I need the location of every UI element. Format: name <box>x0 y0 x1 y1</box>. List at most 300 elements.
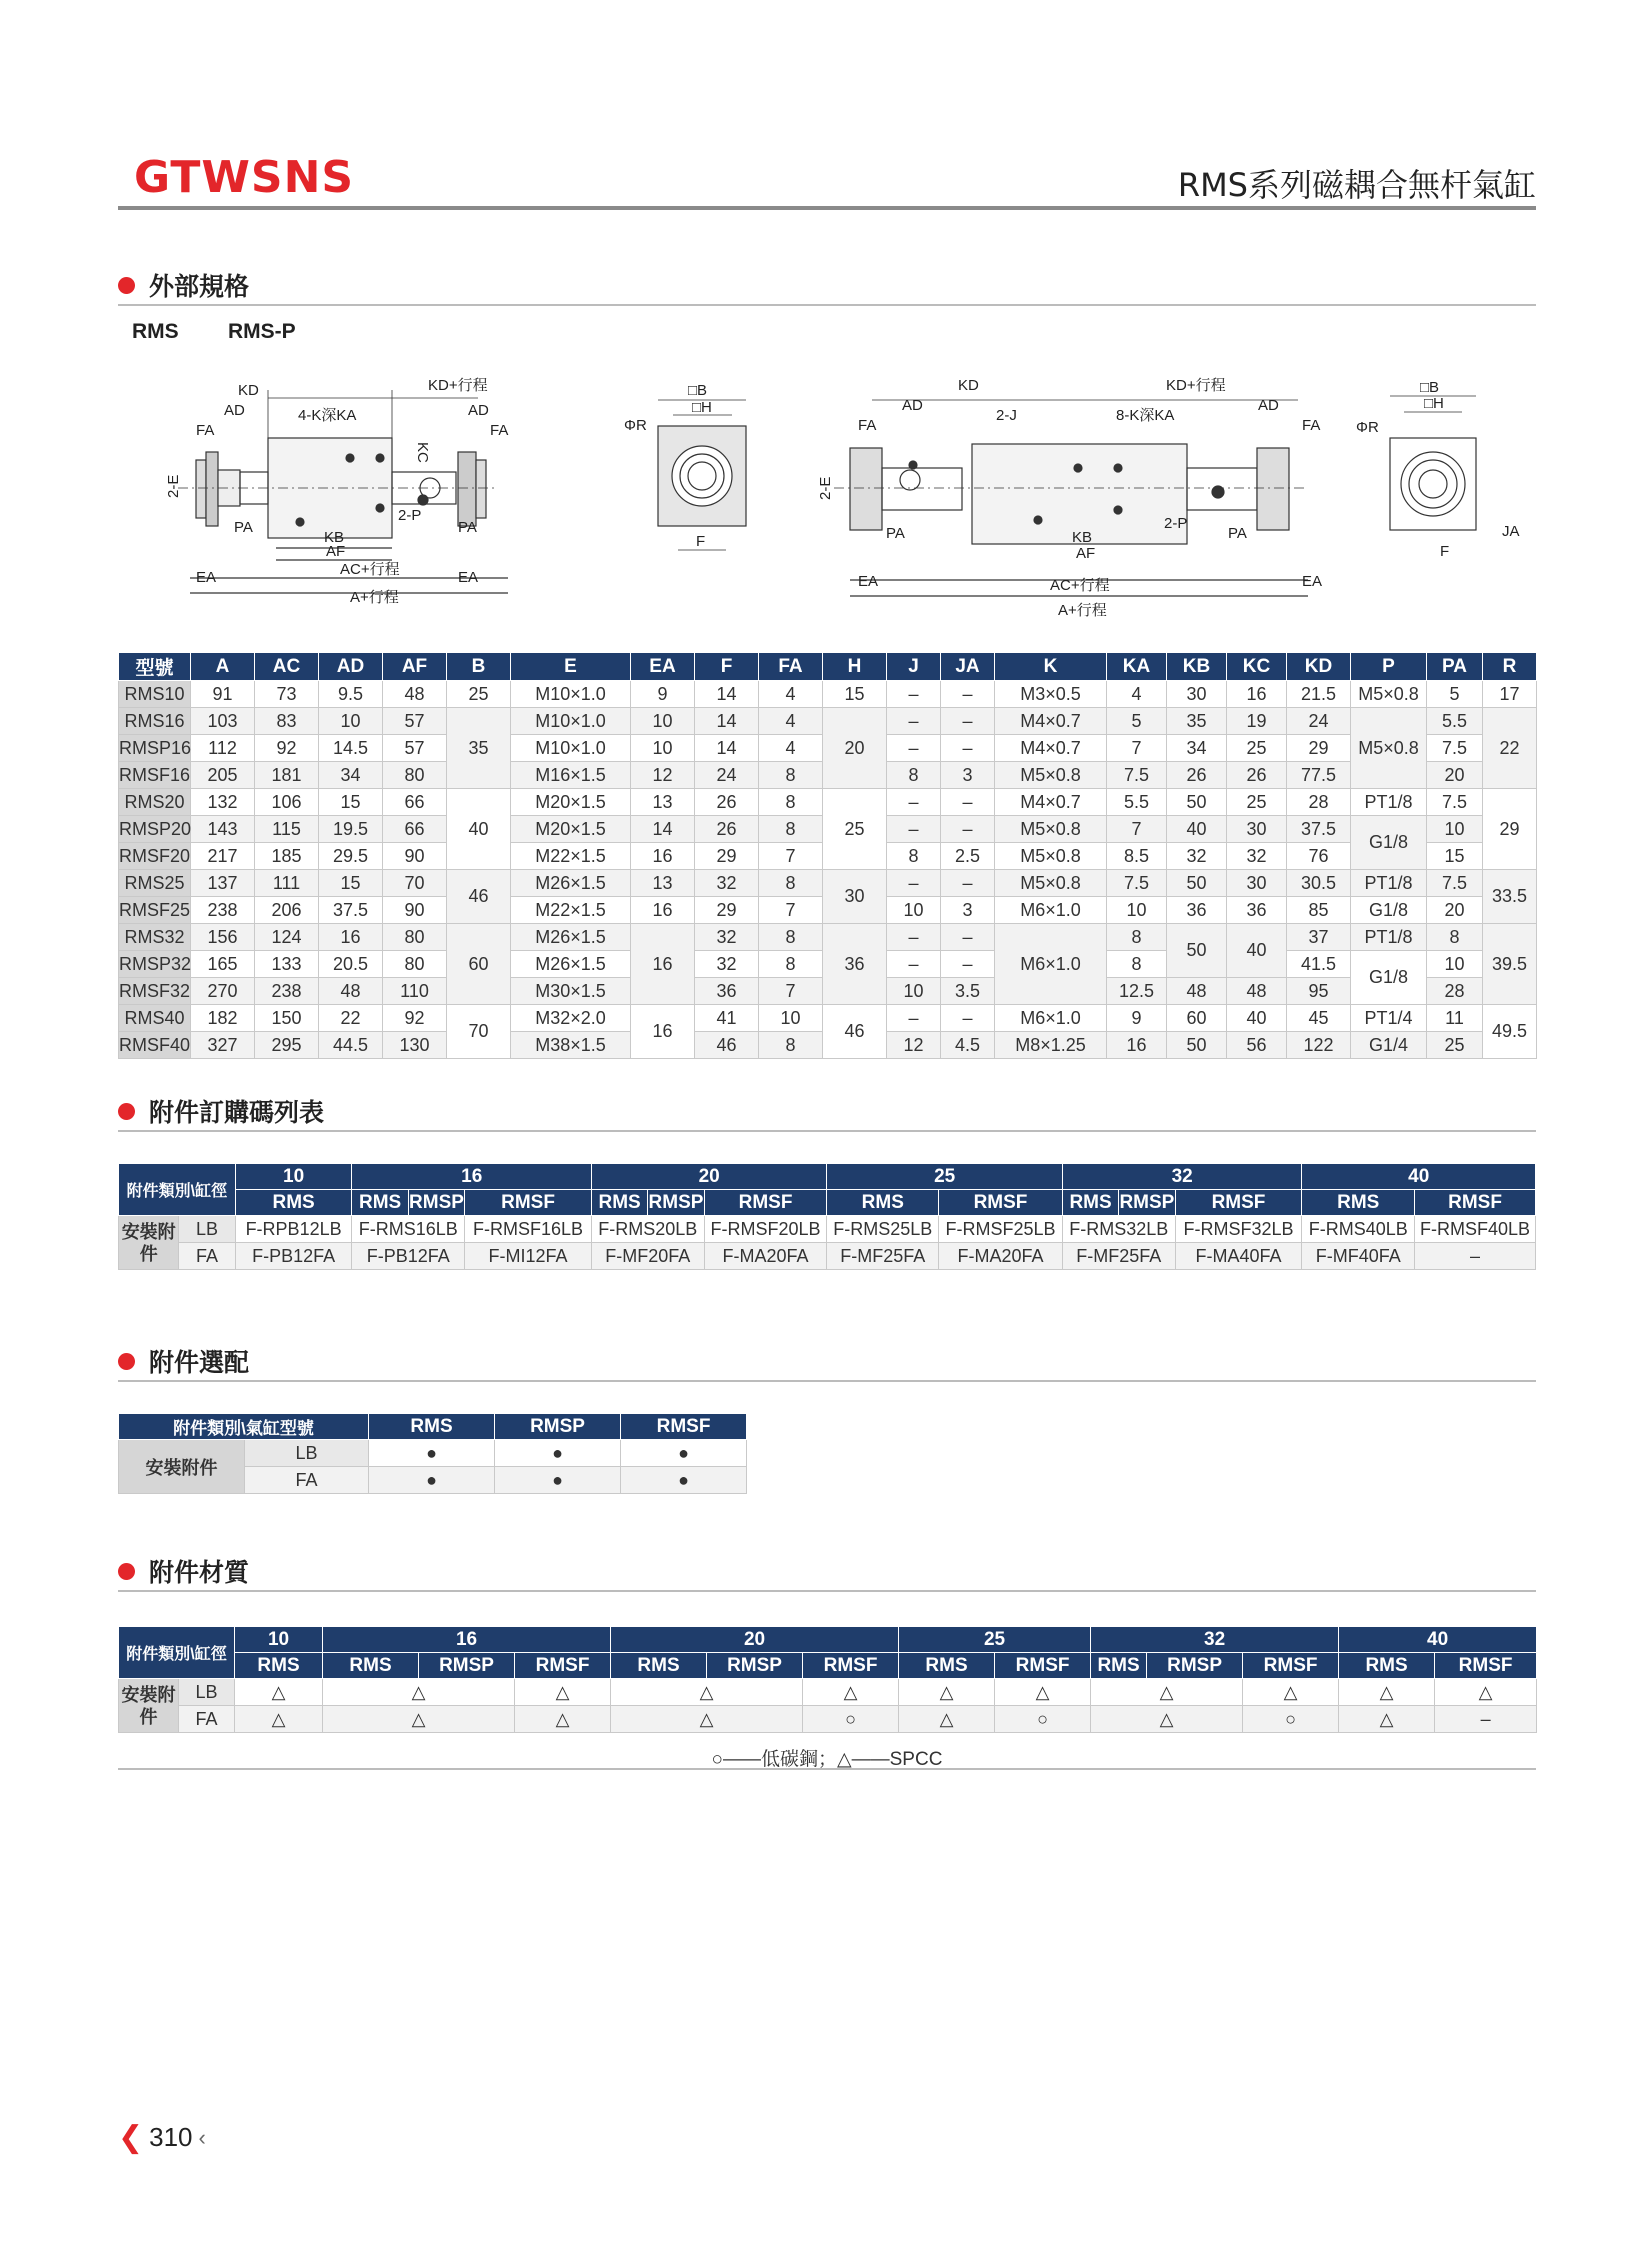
table-cell: 32 <box>1167 843 1227 870</box>
table-cell: 181 <box>255 762 319 789</box>
model-cell: RMS25 <box>119 870 191 897</box>
section-material-heading <box>118 1552 1536 1592</box>
table-cell: 3 <box>941 897 995 924</box>
svg-text:KD: KD <box>958 377 979 394</box>
table-cell: M8×1.25 <box>995 1032 1107 1059</box>
model-cell: RMSF40 <box>119 1032 191 1059</box>
table-cell: – <box>887 735 941 762</box>
rmsp-end-view <box>1356 379 1520 560</box>
table-cell: 77.5 <box>1287 762 1351 789</box>
svg-text:FA: FA <box>196 422 215 439</box>
svg-text:AC+行程: AC+行程 <box>340 561 400 578</box>
table-cell: F-PB12FA <box>235 1243 352 1270</box>
svg-text:PA: PA <box>886 525 905 542</box>
table-cell: 28 <box>1287 789 1351 816</box>
table-cell: 32 <box>1227 843 1287 870</box>
model-cell: RMSF32 <box>119 978 191 1005</box>
select-table <box>118 1413 747 1494</box>
col-header: 型號 <box>119 653 191 681</box>
table-cell: 13 <box>631 870 695 897</box>
table-cell: 40 <box>1167 816 1227 843</box>
table-cell: 80 <box>383 951 447 978</box>
table-cell: 9 <box>1107 1005 1167 1032</box>
model-header: RMSP <box>1119 1190 1175 1216</box>
model-header: RMSP <box>648 1190 704 1216</box>
model-header: RMSF <box>704 1190 827 1216</box>
table-cell: 15 <box>319 789 383 816</box>
table-cell: 115 <box>255 816 319 843</box>
model-header: RMS <box>591 1190 647 1216</box>
table-cell: 182 <box>191 1005 255 1032</box>
table-cell: 8 <box>759 924 823 951</box>
table-cell: 133 <box>255 951 319 978</box>
table-cell: M32×2.0 <box>511 1005 631 1032</box>
svg-text:2-J: 2-J <box>996 407 1017 424</box>
table-cell: 29 <box>695 897 759 924</box>
model-cell: RMSF16 <box>119 762 191 789</box>
svg-text:AD: AD <box>1258 397 1279 414</box>
table-cell: M20×1.5 <box>511 816 631 843</box>
col-header: H <box>823 653 887 681</box>
table-cell: – <box>941 681 995 708</box>
section-order-heading <box>118 1092 1536 1132</box>
bore-header: 10 <box>235 1627 323 1653</box>
table-cell: 15 <box>823 681 887 708</box>
bore-header: 32 <box>1091 1627 1339 1653</box>
table-cell: 48 <box>319 978 383 1005</box>
material-table <box>118 1626 1537 1733</box>
table-cell: 29 <box>1483 789 1537 870</box>
table-cell: M10×1.0 <box>511 681 631 708</box>
table-cell: 46 <box>823 1005 887 1059</box>
col-header: P <box>1351 653 1427 681</box>
table-cell: 111 <box>255 870 319 897</box>
table-cell: M26×1.5 <box>511 951 631 978</box>
material-row-fa <box>119 1706 1537 1733</box>
table-cell: 49.5 <box>1483 1005 1537 1059</box>
table-cell: 32 <box>695 924 759 951</box>
material-mark: ○ <box>803 1706 899 1733</box>
order-row-fa <box>119 1243 1536 1270</box>
row-label: LB <box>179 1216 235 1243</box>
table-cell: 30 <box>1227 816 1287 843</box>
table-cell: 16 <box>1107 1032 1167 1059</box>
table-cell: M6×1.0 <box>995 924 1107 1005</box>
table-cell: 56 <box>1227 1032 1287 1059</box>
table-cell: – <box>887 951 941 978</box>
table-cell: F-MA20FA <box>939 1243 1063 1270</box>
table-cell: 45 <box>1287 1005 1351 1032</box>
bore-header: 10 <box>235 1164 352 1190</box>
table-cell: PT1/4 <box>1351 1005 1427 1032</box>
table-cell: 12 <box>887 1032 941 1059</box>
table-cell: 60 <box>1167 1005 1227 1032</box>
table-cell: F-RMSF40LB <box>1415 1216 1536 1243</box>
table-cell: 14 <box>695 681 759 708</box>
section-title: 外部規格 <box>149 272 250 301</box>
table-cell: 29.5 <box>319 843 383 870</box>
table-cell: 34 <box>1167 735 1227 762</box>
material-mark: △ <box>1339 1706 1435 1733</box>
table-cell: 205 <box>191 762 255 789</box>
bore-header: 16 <box>352 1164 592 1190</box>
table-cell: 39.5 <box>1483 924 1537 1005</box>
table-cell: – <box>941 924 995 951</box>
table-cell: 40 <box>1227 1005 1287 1032</box>
table-cell: F-MA20FA <box>704 1243 827 1270</box>
svg-text:□B: □B <box>688 382 708 399</box>
table-cell: 165 <box>191 951 255 978</box>
row-label: LB <box>179 1679 235 1706</box>
table-cell: 30 <box>1167 681 1227 708</box>
table-cell: 46 <box>695 1032 759 1059</box>
model-header: RMS <box>1062 1190 1118 1216</box>
corner-header: 附件類別\缸徑 <box>119 1164 236 1216</box>
bore-header: 16 <box>323 1627 611 1653</box>
diagram-label-rms: RMS <box>132 320 179 343</box>
material-mark: △ <box>995 1679 1091 1706</box>
col-header: KA <box>1107 653 1167 681</box>
svg-text:KB: KB <box>1072 529 1093 546</box>
table-cell: 156 <box>191 924 255 951</box>
model-header: RMS <box>611 1653 707 1679</box>
model-header: RMSF <box>1415 1190 1536 1216</box>
table-cell: 50 <box>1167 1032 1227 1059</box>
table-cell: – <box>887 1005 941 1032</box>
table-cell: F-RMS40LB <box>1302 1216 1415 1243</box>
svg-text:2-P: 2-P <box>398 507 422 524</box>
section-title: 附件選配 <box>149 1348 250 1377</box>
table-cell: M5×0.8 <box>995 816 1107 843</box>
col-header: EA <box>631 653 695 681</box>
table-cell: 8 <box>887 762 941 789</box>
table-cell: 7 <box>759 978 823 1005</box>
table-cell: 30.5 <box>1287 870 1351 897</box>
table-cell: F-RMSF25LB <box>939 1216 1063 1243</box>
svg-text:EA: EA <box>458 569 479 586</box>
table-cell: 10 <box>631 708 695 735</box>
svg-text:ΦR: ΦR <box>1356 419 1379 436</box>
diagram-label-rmsp: RMS-P <box>228 320 296 343</box>
table-cell: 238 <box>191 897 255 924</box>
model-cell: RMS32 <box>119 924 191 951</box>
table-cell: 10 <box>1427 816 1483 843</box>
table-cell: F-MF20FA <box>591 1243 704 1270</box>
svg-text:AF: AF <box>1076 545 1096 562</box>
model-header: RMSP <box>1147 1653 1243 1679</box>
table-cell: 5 <box>1107 708 1167 735</box>
svg-text:PA: PA <box>458 519 477 536</box>
table-cell: 7 <box>759 843 823 870</box>
svg-text:KB: KB <box>324 529 345 546</box>
table-cell: 10 <box>631 735 695 762</box>
table-cell: 7 <box>759 897 823 924</box>
material-mark: △ <box>611 1679 803 1706</box>
model-cell: RMS16 <box>119 708 191 735</box>
material-legend: ○——低碳鋼；△——SPCC <box>118 1744 1536 1770</box>
table-cell: 15 <box>319 870 383 897</box>
svg-text:FA: FA <box>490 422 509 439</box>
bore-header: 40 <box>1302 1164 1536 1190</box>
table-cell: 14.5 <box>319 735 383 762</box>
spec-body <box>119 681 1537 1059</box>
table-row <box>119 789 1537 816</box>
table-cell: 10 <box>1427 951 1483 978</box>
svg-text:EA: EA <box>1302 573 1323 590</box>
table-cell: 85 <box>1287 897 1351 924</box>
table-cell: 30 <box>1227 870 1287 897</box>
svg-text:8-K深KA: 8-K深KA <box>1116 407 1175 424</box>
table-cell: M20×1.5 <box>511 789 631 816</box>
section-spec-heading <box>118 266 1536 306</box>
svg-text:PA: PA <box>234 519 253 536</box>
table-cell: M16×1.5 <box>511 762 631 789</box>
model-header: RMSP <box>707 1653 803 1679</box>
table-cell: 122 <box>1287 1032 1351 1059</box>
available-mark: ● <box>495 1440 621 1467</box>
table-cell: M30×1.5 <box>511 978 631 1005</box>
svg-text:EA: EA <box>196 569 217 586</box>
model-header: RMSP <box>419 1653 515 1679</box>
table-cell: 90 <box>383 897 447 924</box>
bullet-icon <box>118 277 135 294</box>
material-mark: △ <box>323 1706 515 1733</box>
table-cell: 295 <box>255 1032 319 1059</box>
table-cell: M22×1.5 <box>511 897 631 924</box>
table-cell: 7.5 <box>1427 789 1483 816</box>
table-cell: 8 <box>759 816 823 843</box>
svg-text:FA: FA <box>858 417 877 434</box>
col-header: J <box>887 653 941 681</box>
svg-text:FA: FA <box>1302 417 1321 434</box>
available-mark: ● <box>369 1467 495 1494</box>
section-title: 附件訂購碼列表 <box>149 1098 325 1127</box>
table-cell: 10 <box>319 708 383 735</box>
table-cell: 41 <box>695 1005 759 1032</box>
table-cell: M5×0.8 <box>995 843 1107 870</box>
table-cell: 103 <box>191 708 255 735</box>
material-mark: △ <box>611 1706 803 1733</box>
select-row-lb <box>119 1440 747 1467</box>
model-header: RMSF <box>803 1653 899 1679</box>
table-cell: 217 <box>191 843 255 870</box>
bullet-icon <box>118 1103 135 1120</box>
table-cell: 66 <box>383 816 447 843</box>
table-cell: M6×1.0 <box>995 897 1107 924</box>
table-cell: 36 <box>823 924 887 1005</box>
table-cell: 50 <box>1167 870 1227 897</box>
col-header: A <box>191 653 255 681</box>
svg-text:KD+行程: KD+行程 <box>428 377 488 394</box>
table-cell: 83 <box>255 708 319 735</box>
table-cell: 8 <box>759 870 823 897</box>
model-header: RMSF <box>939 1190 1063 1216</box>
material-mark: – <box>1435 1706 1537 1733</box>
rmsp-side-view <box>817 377 1322 619</box>
table-cell: 80 <box>383 762 447 789</box>
table-cell: F-RMS16LB <box>352 1216 465 1243</box>
table-cell: F-RMSF16LB <box>465 1216 592 1243</box>
bore-header: 40 <box>1339 1627 1537 1653</box>
table-cell: 2.5 <box>941 843 995 870</box>
svg-text:AC+行程: AC+行程 <box>1050 577 1110 594</box>
svg-text:2-P: 2-P <box>1164 515 1188 532</box>
table-cell: 32 <box>695 951 759 978</box>
page-title: RMS系列磁耦合無杆氣缸 <box>1177 166 1536 204</box>
svg-text:2-E: 2-E <box>817 476 834 500</box>
table-cell: M4×0.7 <box>995 789 1107 816</box>
table-cell: 36 <box>1167 897 1227 924</box>
svg-text:A+行程: A+行程 <box>1058 602 1107 619</box>
model-header: RMSF <box>1243 1653 1339 1679</box>
model-header: RMSF <box>995 1653 1091 1679</box>
material-mark: △ <box>1339 1679 1435 1706</box>
page-number <box>118 2120 206 2155</box>
model-header: RMS <box>1339 1653 1435 1679</box>
table-cell: 35 <box>1167 708 1227 735</box>
material-mark: △ <box>235 1679 323 1706</box>
table-cell: – <box>887 681 941 708</box>
col-header: E <box>511 653 631 681</box>
table-cell: 8 <box>759 951 823 978</box>
table-cell: 112 <box>191 735 255 762</box>
table-cell: 8 <box>1107 951 1167 978</box>
table-cell: 90 <box>383 843 447 870</box>
table-cell: 24 <box>1287 708 1351 735</box>
table-cell: 21.5 <box>1287 681 1351 708</box>
bore-header: 20 <box>611 1627 899 1653</box>
table-cell: 106 <box>255 789 319 816</box>
table-cell: 24 <box>695 762 759 789</box>
table-cell: 36 <box>695 978 759 1005</box>
table-cell: PT1/8 <box>1351 870 1427 897</box>
table-cell: 19 <box>1227 708 1287 735</box>
table-cell: 16 <box>1227 681 1287 708</box>
model-header: RMS <box>352 1190 408 1216</box>
svg-text:AD: AD <box>224 402 245 419</box>
available-mark: ● <box>621 1440 747 1467</box>
table-cell: – <box>887 816 941 843</box>
table-cell: 22 <box>1483 708 1537 789</box>
table-cell: 124 <box>255 924 319 951</box>
section-select-heading <box>118 1342 1536 1382</box>
table-cell: 44.5 <box>319 1032 383 1059</box>
model-header: RMSF <box>1175 1190 1302 1216</box>
table-cell: 48 <box>1167 978 1227 1005</box>
table-cell: 46 <box>447 870 511 924</box>
table-cell: 15 <box>1427 843 1483 870</box>
col-header: FA <box>759 653 823 681</box>
table-cell: 25 <box>447 681 511 708</box>
rms-end-view <box>624 382 746 550</box>
bore-header: 32 <box>1062 1164 1302 1190</box>
table-cell: M38×1.5 <box>511 1032 631 1059</box>
available-mark: ● <box>369 1440 495 1467</box>
material-mark: △ <box>515 1706 611 1733</box>
table-cell: M3×0.5 <box>995 681 1107 708</box>
svg-text:AD: AD <box>902 397 923 414</box>
table-cell: 7 <box>1107 735 1167 762</box>
table-cell: 48 <box>1227 978 1287 1005</box>
svg-text:PA: PA <box>1228 525 1247 542</box>
table-cell: 3 <box>941 762 995 789</box>
spec-table <box>118 652 1537 1059</box>
col-header: R <box>1483 653 1537 681</box>
table-cell: F-RMSF32LB <box>1175 1216 1302 1243</box>
svg-text:KC: KC <box>414 442 431 463</box>
table-cell: – <box>887 924 941 951</box>
model-header: RMS <box>1302 1190 1415 1216</box>
material-mark: △ <box>1243 1679 1339 1706</box>
model-cell: RMS40 <box>119 1005 191 1032</box>
table-cell: F-MF40FA <box>1302 1243 1415 1270</box>
table-cell: 3.5 <box>941 978 995 1005</box>
table-cell: 37.5 <box>1287 816 1351 843</box>
table-cell: 8 <box>1427 924 1483 951</box>
table-cell: – <box>887 870 941 897</box>
table-cell: 7.5 <box>1107 870 1167 897</box>
table-cell: M6×1.0 <box>995 1005 1107 1032</box>
svg-text:4-K深KA: 4-K深KA <box>298 407 357 424</box>
table-cell: 4 <box>759 708 823 735</box>
available-mark: ● <box>495 1467 621 1494</box>
model-cell: RMSF20 <box>119 843 191 870</box>
material-mark: △ <box>515 1679 611 1706</box>
table-cell: 8 <box>887 843 941 870</box>
table-cell: 16 <box>631 897 695 924</box>
table-cell: 10 <box>887 978 941 1005</box>
group-label: 安裝附件 <box>119 1216 179 1270</box>
model-header: RMS <box>235 1190 352 1216</box>
table-cell: M10×1.0 <box>511 708 631 735</box>
table-cell: 26 <box>695 816 759 843</box>
svg-text:A+行程: A+行程 <box>350 589 399 606</box>
col-header: B <box>447 653 511 681</box>
material-row-lb <box>119 1679 1537 1706</box>
svg-text:F: F <box>696 533 706 550</box>
table-cell: 33.5 <box>1483 870 1537 924</box>
table-cell: 9.5 <box>319 681 383 708</box>
table-cell: 12.5 <box>1107 978 1167 1005</box>
table-cell: F-RMS25LB <box>827 1216 939 1243</box>
bore-header: 20 <box>591 1164 826 1190</box>
table-cell: 137 <box>191 870 255 897</box>
table-cell: 16 <box>319 924 383 951</box>
svg-text:EA: EA <box>858 573 879 590</box>
table-cell: – <box>941 816 995 843</box>
row-label: FA <box>179 1243 235 1270</box>
table-cell: 206 <box>255 897 319 924</box>
table-cell: 238 <box>255 978 319 1005</box>
table-cell: 185 <box>255 843 319 870</box>
table-cell: 20 <box>823 708 887 789</box>
table-cell: 35 <box>447 708 511 789</box>
table-row <box>119 708 1537 735</box>
table-cell: 26 <box>695 789 759 816</box>
model-header: RMS <box>369 1414 495 1440</box>
table-cell: – <box>941 789 995 816</box>
material-mark: △ <box>235 1706 323 1733</box>
model-cell: RMSF25 <box>119 897 191 924</box>
table-cell: 20 <box>1427 897 1483 924</box>
table-cell: – <box>887 789 941 816</box>
table-cell: 14 <box>631 816 695 843</box>
col-header: AF <box>383 653 447 681</box>
table-cell: 8.5 <box>1107 843 1167 870</box>
row-label: LB <box>245 1440 369 1467</box>
table-cell: F-RMS32LB <box>1062 1216 1175 1243</box>
table-row <box>119 924 1537 951</box>
